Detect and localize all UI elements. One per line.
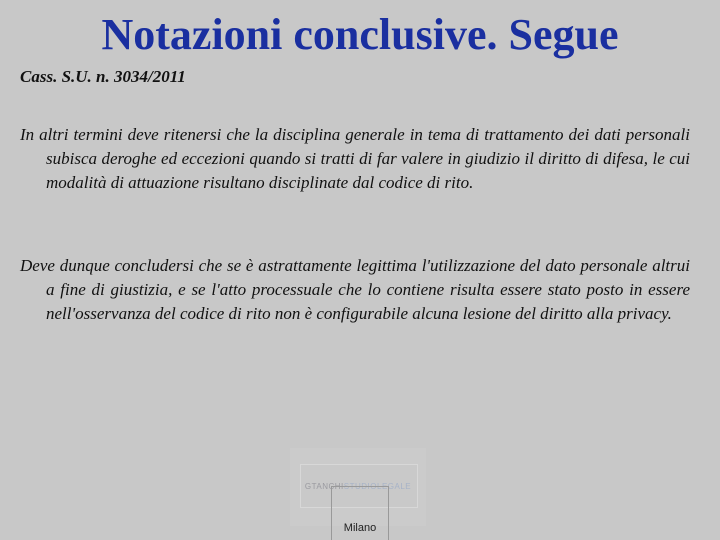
logo-text-main: GTANCHI (304, 482, 344, 491)
case-reference: Cass. S.U. n. 3034/2011 (20, 67, 186, 86)
paragraph-2: Deve dunque concludersi che se è astrattamente legittima l'utilizzazione del dato personale altrui a fine di giustizia, e se l'atto processuale che lo contiene risulta essere stato posto in essere nell'osservanza del codice di rito non è configurabile alcuna lesione del diritto alla privacy. (20, 256, 690, 323)
paragraph-1: In altri termini deve ritenersi che la disciplina generale in tema di trattamento dei dati personali subisca deroghe ed eccezioni quando si tratti di far valere in giudizio il diritto di difesa, le cui modalità di attuazione risultano disciplinate dal codice di rito. (20, 125, 690, 192)
logo-text-accent: STUDIOLEGALE (343, 482, 412, 491)
footer-city: Milano (343, 522, 377, 534)
slide-title: Notazioni conclusive. Segue (101, 10, 619, 59)
